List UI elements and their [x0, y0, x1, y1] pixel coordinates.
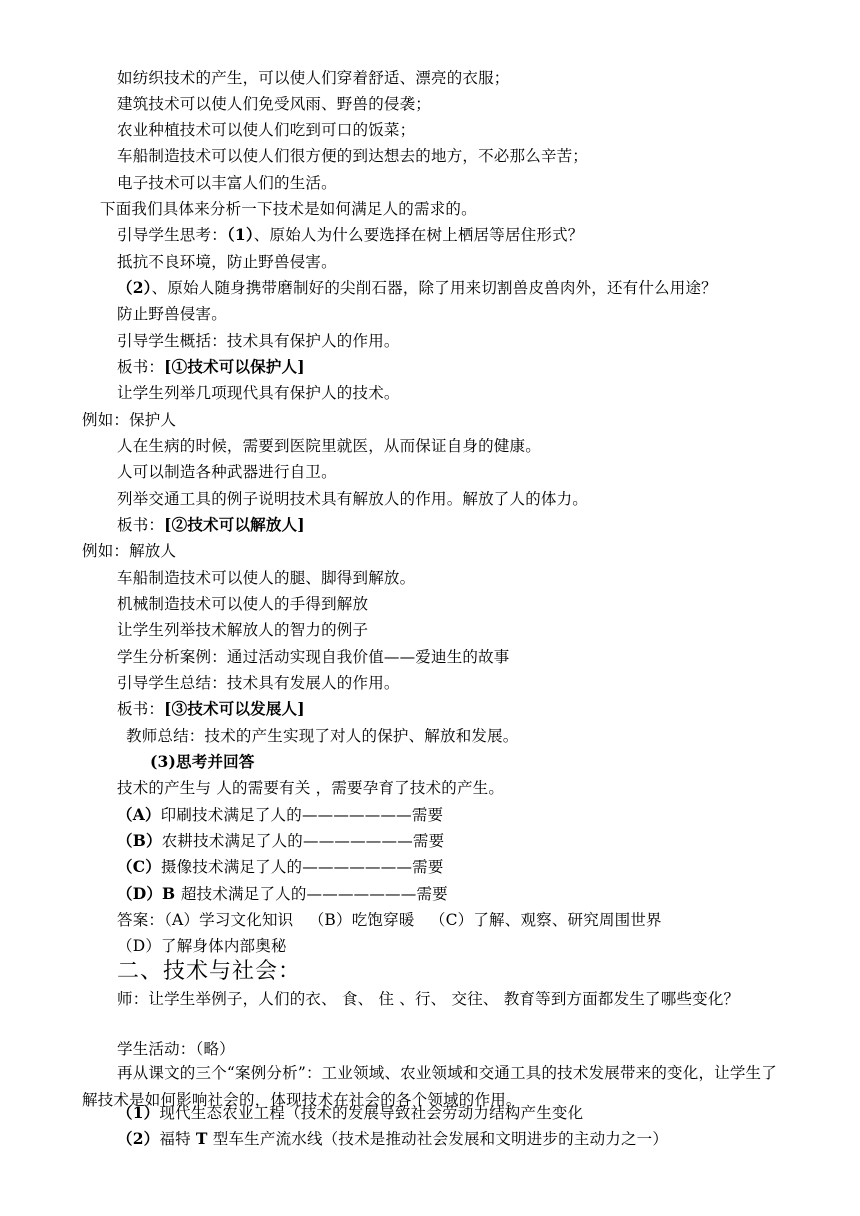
- option-letter: （C）: [117, 857, 161, 876]
- text-line: [117, 699, 305, 719]
- text-run: 型车生产流水线（技术是推动社会发展和文明进步的主动力之一）: [207, 1130, 669, 1148]
- question-item: [117, 884, 448, 904]
- text-run: 农耕技术满足了人的———————需要: [161, 832, 445, 850]
- text-line: 让学生列举几项现代具有保护人的技术。: [117, 384, 400, 402]
- item-number: （2）: [117, 1129, 160, 1148]
- text-line: 让学生列举技术解放人的智力的例子: [117, 621, 369, 639]
- board-note: [②技术可以解放人]: [164, 515, 305, 534]
- answer-line: 答案：（A）学习文化知识 （B）吃饱穿暖 （C）了解、观察、研究周围世界: [117, 911, 662, 929]
- text-line: [117, 225, 584, 245]
- answer-line: （D）了解身体内部奥秘: [117, 937, 287, 955]
- paragraph: 师：让学生举例子，人们的衣、 食、 住 、行、 交往、 教育等到方面都发生了哪些变化？: [117, 990, 740, 1008]
- item-number: （1）: [117, 1103, 160, 1122]
- text-line: 例如：解放人: [82, 542, 177, 560]
- question-number: （2）: [117, 278, 152, 297]
- text-line: 如纺织技术的产生，可以使人们穿着舒适、漂亮的衣服；: [117, 69, 510, 87]
- text-line: 抵抗不良环境，防止野兽侵害。: [117, 253, 337, 271]
- text-line: [117, 357, 305, 377]
- text-line: [117, 278, 717, 298]
- text-run: 、原始人随身携带磨制好的尖削石器，除了用来切割兽皮兽肉外，还有什么用途？: [151, 279, 717, 297]
- text-line: 车船制造技术可以使人们很方便的到达想去的地方，不必那么辛苦；: [117, 147, 589, 165]
- text-line: 人在生病的时候，需要到医院里就医，从而保证自身的健康。: [117, 437, 541, 455]
- question-item: [117, 857, 444, 877]
- board-note: [①技术可以保护人]: [164, 357, 305, 376]
- list-item: [117, 1103, 583, 1123]
- question-item: [117, 805, 443, 825]
- text-run: 、原始人为什么要选择在树上栖居等居住形式？: [253, 226, 584, 244]
- text-line: 列举交通工具的例子说明技术具有解放人的作用。解放了人的体力。: [117, 490, 589, 508]
- text-run: 板书：: [117, 358, 165, 376]
- question-item: [117, 831, 444, 851]
- text-line: 例如：保护人: [82, 411, 177, 429]
- text-run: 福特: [159, 1130, 196, 1148]
- text-run: 现代生态农业工程（技术的发展导致社会劳动力结构产生变化: [159, 1104, 584, 1122]
- subsection-label: (3)思考并回答: [150, 752, 255, 771]
- paragraph: 再从课文的三个“案例分析”：工业领域、农业领域和交通工具的技术发展带来的变化，让学生了解技术是如何影响社会的，体现技术在社会的各个领域的作用。: [82, 1064, 777, 1109]
- text-run: 板书：: [117, 516, 165, 534]
- board-note: [③技术可以发展人]: [164, 699, 305, 718]
- text-line: 学生分析案例：通过活动实现自我价值——爱迪生的故事: [117, 648, 510, 666]
- text-line: 人可以制造各种武器进行自卫。: [117, 463, 337, 481]
- text-line: 引导学生总结：技术具有发展人的作用。: [117, 674, 400, 692]
- text-run: 引导学生思考：: [117, 226, 227, 244]
- text-line: 下面我们具体来分析一下技术是如何满足人的需求的。: [100, 200, 477, 218]
- option-letter: （D）B: [117, 884, 181, 903]
- section-heading: 二、技术与社会：: [117, 959, 302, 984]
- text-run: T: [195, 1129, 208, 1148]
- text-run: 印刷技术满足了人的———————需要: [160, 806, 444, 824]
- text-run: 摄像技术满足了人的———————需要: [160, 858, 444, 876]
- text-line: 电子技术可以丰富人们的生活。: [117, 174, 337, 192]
- text-line: 机械制造技术可以使人的手得到解放: [117, 595, 369, 613]
- text-line: 防止野兽侵害。: [117, 305, 227, 323]
- text-line: 技术的产生与 人的需要有关 ，需要孕育了技术的产生。: [117, 779, 505, 797]
- text-line: 教师总结：技术的产生实现了对人的保护、解放和发展。: [126, 727, 519, 745]
- text-line: [117, 515, 305, 535]
- list-item: [117, 1129, 668, 1149]
- text-line: 农业种植技术可以使人们吃到可口的饭菜；: [117, 121, 416, 139]
- question-number: （1）: [226, 225, 254, 244]
- text-line: 引导学生概括：技术具有保护人的作用。: [117, 332, 400, 350]
- option-letter: （B）: [117, 831, 162, 850]
- option-letter: （A）: [117, 805, 161, 824]
- text-run: 超技术满足了人的———————需要: [180, 885, 448, 903]
- text-line: 建筑技术可以使人们免受风雨、野兽的侵袭；: [117, 95, 432, 113]
- text-run: 板书：: [117, 700, 165, 718]
- text-line: 学生活动：（略）: [117, 1040, 235, 1058]
- text-line: 车船制造技术可以使人的腿、脚得到解放。: [117, 569, 416, 587]
